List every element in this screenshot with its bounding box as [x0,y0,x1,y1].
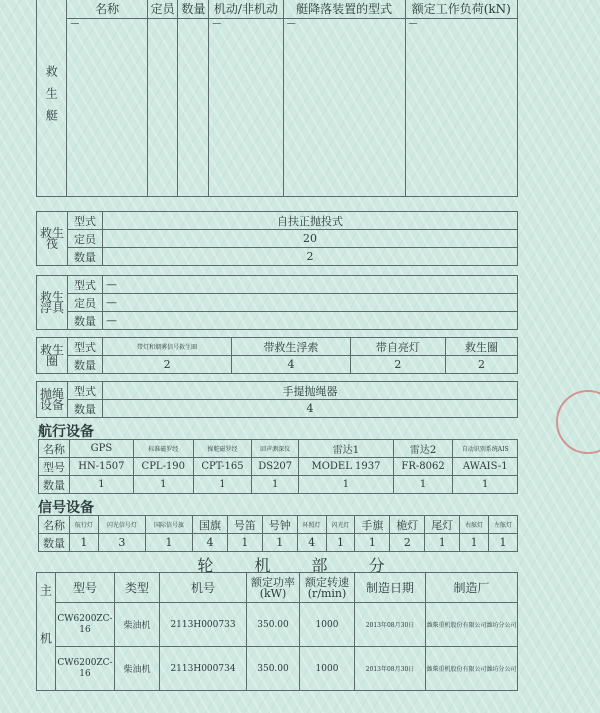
lifeboat-cell [147,19,178,197]
engine-cell: 潍柴重机股份有限公司潍坊分公司 [426,603,518,647]
nav-row-label: 型号 [39,458,70,476]
nav-qty: 1 [252,476,299,494]
engine-cell: 柴油机 [115,647,160,691]
engine-header: 类型 [115,573,160,603]
signal-qty: 1 [70,534,99,552]
nav-qty: 1 [70,476,134,494]
engine-cell: 柴油机 [115,603,160,647]
lifebuoy-qty: 2 [350,356,445,374]
nav-model: MODEL 1937 [299,458,393,476]
nav-name: 回声测深仪 [252,440,299,458]
signal-qty: 1 [489,534,518,552]
liferaft-table [36,211,518,266]
liferaft-side-label: 救生筏 [37,212,68,266]
lifeboat-header-davit: 艇降落装置的型式 [283,0,405,19]
signal-qty: 2 [390,534,425,552]
signal-qty: 1 [262,534,297,552]
nav-qty: 1 [133,476,193,494]
throwing-value: 4 [103,400,518,418]
nav-row-label: 数量 [39,476,70,494]
lifeboat-cell-dash: — [67,19,147,197]
buoyant-side-label: 救生浮具 [37,276,68,330]
lifebuoy-type-label: 型式 [68,338,103,356]
nav-name: 雷达1 [299,440,393,458]
buoyant-value: — [103,294,518,312]
lifeboat-cell-dash: — [283,19,405,197]
lifeboat-cell-dash: — [405,19,517,197]
red-seal-stamp [556,390,600,454]
engine-cell: CW6200ZC-16 [56,647,115,691]
engine-header: 额定转速 (r/min) [300,573,355,603]
nav-model: HN-1507 [70,458,134,476]
throwing-table [36,381,518,418]
signal-name: 闪光信号灯 [98,516,145,534]
engine-header: 机号 [160,573,247,603]
nav-table [38,439,518,494]
engine-header: 额定功率 (kW) [247,573,300,603]
engine-side-label: 主机 [37,573,56,691]
engine-cell: 2113H000733 [160,603,247,647]
signal-name: 号钟 [262,516,297,534]
signal-name: 环照灯 [297,516,326,534]
signal-qty: 1 [326,534,355,552]
engine-cell: 2013年08月30日 [355,603,426,647]
engine-cell: 潍柴重机股份有限公司潍坊分公司 [426,647,518,691]
signal-table [38,515,518,552]
engine-header: 制造日期 [355,573,426,603]
lifeboat-cell [178,19,209,197]
signal-qty: 1 [227,534,262,552]
engine-section-title: 轮 机 部 分 [197,556,403,575]
nav-model: AWAIS-1 [453,458,518,476]
buoyant-label: 数量 [68,312,103,330]
buoyant-label: 定员 [68,294,103,312]
engine-table [36,572,518,691]
engine-cell: 350.00 [247,647,300,691]
signal-row-label: 名称 [39,516,70,534]
signal-qty: 1 [460,534,489,552]
engine-cell: CW6200ZC-16 [56,603,115,647]
lifebuoy-table [36,337,518,374]
nav-model: DS207 [252,458,299,476]
liferaft-value: 自扶正抛投式 [103,212,518,230]
nav-qty: 1 [453,476,518,494]
throwing-value: 手提抛绳器 [103,382,518,400]
signal-name: 尾灯 [425,516,460,534]
lifeboat-cell-dash: — [209,19,284,197]
liferaft-value: 20 [103,230,518,248]
nav-section-title: 航行设备 [38,424,94,440]
signal-qty: 4 [297,534,326,552]
lifeboat-side-label: 救生艇 [37,0,67,197]
engine-cell: 1000 [300,647,355,691]
lifeboat-header-load: 额定工作负荷(kN) [405,0,517,19]
engine-cell: 2113H000734 [160,647,247,691]
nav-name: 操舵磁罗经 [193,440,251,458]
signal-name: 国际信号旗 [145,516,192,534]
lifeboat-header-motor: 机动/非机动 [209,0,284,19]
lifeboat-header-qty: 数量 [178,0,209,19]
liferaft-value: 2 [103,248,518,266]
lifebuoy-type: 带救生浮索 [232,338,351,356]
lifebuoy-type: 救生圈 [445,338,517,356]
signal-name: 右舷灯 [460,516,489,534]
lifeboat-header-name: 名称 [67,0,147,19]
signal-name: 号笛 [227,516,262,534]
lifebuoy-qty: 2 [445,356,517,374]
signal-qty: 4 [193,534,228,552]
lifebuoy-qty-label: 数量 [68,356,103,374]
nav-model: CPL-190 [133,458,193,476]
nav-row-label: 名称 [39,440,70,458]
nav-name: 雷达2 [393,440,453,458]
lifebuoy-type: 带灯和烟雾信号救生圈 [103,338,232,356]
lifebuoy-type: 带自亮灯 [350,338,445,356]
throwing-label: 数量 [68,400,103,418]
nav-qty: 1 [299,476,393,494]
signal-name: 桅灯 [390,516,425,534]
liferaft-label: 定员 [68,230,103,248]
engine-cell: 2013年08月30日 [355,647,426,691]
signal-name: 手旗 [355,516,390,534]
engine-cell: 350.00 [247,603,300,647]
signal-name: 闪光灯 [326,516,355,534]
signal-qty: 1 [425,534,460,552]
signal-name: 左舷灯 [489,516,518,534]
nav-name: 标准磁罗经 [133,440,193,458]
signal-row-label: 数量 [39,534,70,552]
signal-name: 国旗 [193,516,228,534]
signal-qty: 3 [98,534,145,552]
signal-name: 航行灯 [70,516,99,534]
engine-header: 制造厂 [426,573,518,603]
engine-header: 型号 [56,573,115,603]
nav-model: FR-8062 [393,458,453,476]
buoyant-label: 型式 [68,276,103,294]
nav-model: CPT-165 [193,458,251,476]
engine-cell: 1000 [300,603,355,647]
lifeboat-table [36,0,518,197]
signal-qty: 1 [355,534,390,552]
nav-qty: 1 [393,476,453,494]
nav-name: 自动识别系统AIS [453,440,518,458]
nav-qty: 1 [193,476,251,494]
buoyant-value: — [103,312,518,330]
nav-name: GPS [70,440,134,458]
throwing-label: 型式 [68,382,103,400]
signal-section-title: 信号设备 [38,500,94,516]
throwing-side-label: 抛绳设备 [37,382,68,418]
buoyant-value: — [103,276,518,294]
lifeboat-header-capacity: 定员 [147,0,178,19]
buoyant-table [36,275,518,330]
liferaft-label: 数量 [68,248,103,266]
lifebuoy-side-label: 救生圈 [37,338,68,374]
signal-qty: 1 [145,534,192,552]
liferaft-label: 型式 [68,212,103,230]
lifebuoy-qty: 2 [103,356,232,374]
lifebuoy-qty: 4 [232,356,351,374]
